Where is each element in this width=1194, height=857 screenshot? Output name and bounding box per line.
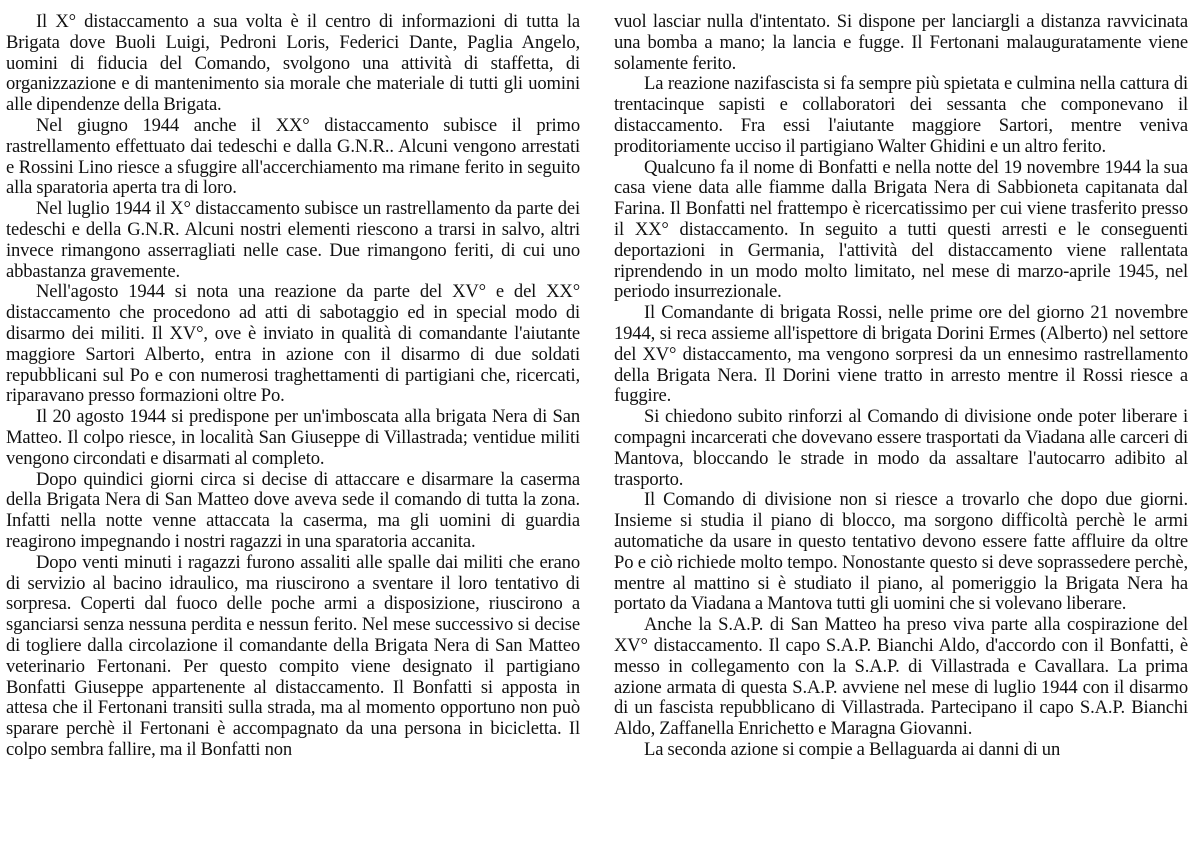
paragraph: Il Comandante di brigata Rossi, nelle prime ore del giorno 21 novembre 1944, si reca assieme all'ispettore di brigata Dorini Ermes (Alberto) nel settore del XV° distaccamento, ma vengono sorpresi da un ennesimo rastrellamento della Brigata Nera. Il Dorini viene tratto in arresto mentre il Rossi riesce a fuggire. (614, 302, 1188, 407)
paragraph: Il 20 agosto 1944 si predispone per un'imboscata alla brigata Nera di San Matteo. Il colpo riesce, in località San Giuseppe di Villastrada; ventidue militi vengono circondati e disarmati al completo. (6, 406, 580, 469)
left-text-column (6, 12, 580, 761)
paragraph: Il X° distaccamento a sua volta è il centro di informazioni di tutta la Brigata dove Buoli Luigi, Pedroni Loris, Federici Dante, Paglia Angelo, uomini di fiducia del Comando, svolgono una attività di staffetta, di organizzazione e di mantenimento sia morale che materiale di tutti gli uomini alle dipendenze della Brigata. (6, 11, 580, 116)
paragraph-continuation: vuol lasciar nulla d'intentato. Si dispone per lanciargli a distanza ravvicinata una bomba a mano; la lancia e fugge. Il Fertonani malauguratamente viene solamente ferito. (614, 11, 1188, 74)
paragraph: La seconda azione si compie a Bellaguarda ai danni di un (644, 738, 1061, 760)
paragraph: Dopo quindici giorni circa si decise di attaccare e disarmare la caserma della Brigata Nera di San Matteo dove aveva sede il comando di tutta la zona. Infatti nella notte venne attaccata la caserma, ma gli uomini di guardia reagirono impegnando i nostri ragazzi in una sparatoria accanita. (6, 468, 580, 552)
paragraph: Nel giugno 1944 anche il XX° distaccamento subisce il primo rastrellamento effettuato dai tedeschi e dalla G.N.R.. Alcuni vengono arrestati e Rossini Lino riesce a sfuggire all'accerchiamento ma rimane ferito in seguito alla sparatoria aperta tra di loro. (6, 114, 580, 199)
paragraph: Nel luglio 1944 il X° distaccamento subisce un rastrellamento da parte dei tedeschi e della G.N.R. Alcuni nostri elementi riescono a trarsi in salvo, altri invece rimangono asserragliati nelle case. Due rimangono feriti, di cui uno abbastanza gravemente. (6, 198, 580, 282)
paragraph: Si chiedono subito rinforzi al Comando di divisione onde poter liberare i compagni incarcerati che dovevano essere trasportati da Viadana alle carceri di Mantova, bloccando le strade in modo da assaltare l'autocarro adibito al trasporto. (614, 406, 1188, 490)
paragraph: Qualcuno fa il nome di Bonfatti e nella notte del 19 novembre 1944 la sua casa viene data alle fiamme dalla Brigata Nera di Sabbioneta capitanata dal Farina. Il Bonfatti nel frattempo è ricercatissimo per cui viene trasferito presso il XX° distaccamento. In seguito a tutti questi arresti e le conseguenti deportazioni in Germania, l'attività del distaccamento viene rallentata riprendendo in un modo molto limitato, nel mese di marzo-aprile 1945, nel periodo insurrezionale. (614, 156, 1188, 303)
right-text-column (614, 12, 1188, 761)
paragraph: La reazione nazifascista si fa sempre più spietata e culmina nella cattura di trentacinque sapisti e collaboratori dei sessanta che componevano il distaccamento. Fra essi l'aiutante maggiore Sartori, mentre veniva proditoriamente ucciso il partigiano Walter Ghidini e un altro ferito. (614, 73, 1188, 157)
paragraph: Nell'agosto 1944 si nota una reazione da parte del XV° e del XX° distaccamento che procedono ad atti di sabotaggio ed in special modo di disarmo dei militi. Il XV°, ove è inviato in qualità di comandante l'aiutante maggiore Sartori Alberto, entra in azione con il disarmo di due soldati repubblicani sul Po e con numerosi traghettamenti di partigiani che, ricercati, riparavano presso formazioni oltre Po. (6, 281, 580, 407)
paragraph: Il Comando di divisione non si riesce a trovarlo che dopo due giorni. Insieme si studia il piano di blocco, ma sorgono difficoltà perchè le armi automatiche da usare in questo tentativo devono essere fatte affluire da oltre Po e ciò richiede molto tempo. Nonostante questo si deve soprassedere perchè, mentre al mattino si è studiato il piano, al pomeriggio la Brigata Nera ha portato da Viadana a Mantova tutti gli uomini che si volevano liberare. (614, 489, 1188, 615)
paragraph: Anche la S.A.P. di San Matteo ha preso viva parte alla cospirazione del XV° distaccamento. Il capo S.A.P. Bianchi Aldo, d'accordo con il Bonfatti, è messo in collegamento con la S.A.P. di Villastrada e Cavallara. La prima azione armata di questa S.A.P. avviene nel mese di luglio 1944 con il disarmo di un fascista repubblicano di Villastrada. Partecipano il capo S.A.P. Bianchi Aldo, Zaffanella Enrichetto e Maragna Giovanni. (614, 614, 1188, 740)
paragraph: Dopo venti minuti i ragazzi furono assaliti alle spalle dai militi che erano di servizio al bacino idraulico, ma riuscirono a sventare il loro tentativo di sorpresa. Coperti dal fuoco delle poche armi a disposizione, riuscirono a sganciarsi senza nessuna perdita e nessun ferito. Nel mese successivo si decise di togliere dalla circolazione il comandante della Brigata Nera di San Matteo veterinario Fertonani. Per questo compito viene designato il partigiano Bonfatti Giuseppe appartenente al distaccamento. Il Bonfatti si apposta in attesa che il Fertonani transiti sulla strada, ma al momento opportuno non può sparare perchè il Fertonani è accompagnato da una persona in bicicletta. Il colpo sembra fallire, ma il Bonfatti non (6, 551, 580, 760)
